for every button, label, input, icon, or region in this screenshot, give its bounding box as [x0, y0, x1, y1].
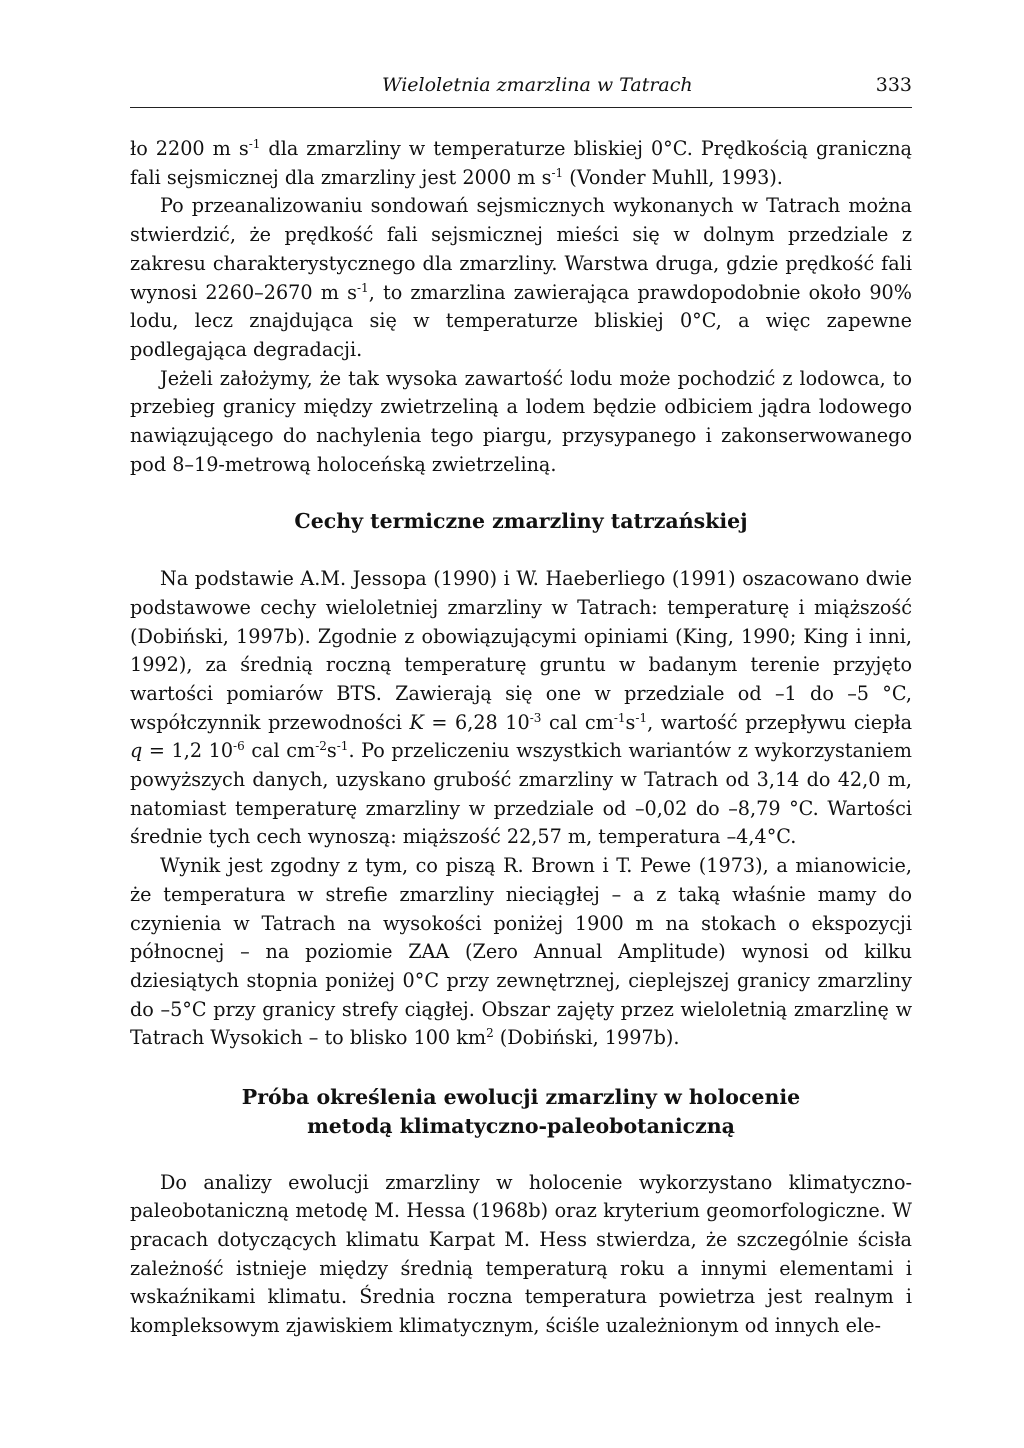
paragraph-ice-core: Jeżeli założymy, że tak wysoka zawartość lodu może pochodzić z lodowca, to przebieg granicy między zwietrzeliną a lodem będzie odbiciem jądra lodowego nawiązującego do nachylenia tego piargu, przysypanego i zakonserwowanego pod 8–19-metrową holoceńską zwietrzeliną.	[130, 366, 912, 476]
paragraph-hess-method: Do analizy ewolucji zmarzliny w holocenie wykorzystano klimatyczno-paleobotaniczną metodę M. Hessa (1968b) oraz kryterium geomorfologiczne. W pracach dotyczących klimatu Karpat M. Hess stwierdza, że szczególnie ścisła zależność istnieje między średnią temperaturą roku a innymi elementami i wskaźnikami klimatu. Średnia roczna temperatura powietrza jest realnym i kompleksowym zjawiskiem klimatycznym, ściśle uzależnionym od innych ele-	[130, 1170, 912, 1338]
paragraph-seismic-analysis: Po przeanalizowaniu sondowań sejsmicznych wykonanych w Tatrach można stwierdzić, że prędkość fali sejsmicznej mieści się w dolnym przedziale z zakresu charakterystycznego dla zmarzliny. Warstwa druga, gdzie prędkość fali wynosi 2260–2670 m $s^{-1}$, to zmarzlina zawierająca prawdopodobnie około 90% lodu, lecz znajdująca się w temperaturze bliskiej 0°C, a więc zapewne podlegająca degradacji.	[130, 194, 912, 361]
section-heading-evolution: Próba określenia ewolucji zmarzliny w holocenie metodą klimatyczno-paleobotaniczną	[241, 1085, 801, 1138]
paragraph-brown-pewe: Wynik jest zgodny z tym, co piszą R. Brown i T. Pewe (1973), a mianowicie, że temperatura w strefie zmarzliny nieciągłej – a z taką właśnie mamy do czynienia w Tatrach na wysokości poniżej 1900 m na stokach o ekspozycji północnej – na poziomie ZAA (Zero Annual Amplitude) wynosi od kilku dziesiątych stopnia poniżej 0°C przy zewnętrznej, cieplejszej granicy zmarzliny do –5°C przy granicy strefy ciągłej. Obszar zajęty przez wieloletnią zmarzlinę w Tatrach Wysokich – to blisko 100 $km^2$ (Dobiński, 1997b).	[130, 854, 912, 1050]
header-rule	[130, 107, 912, 108]
paragraph-seismic-velocity: ło 2200 m $s^{-1}$ dla zmarzliny w temperaturze bliskiej 0°C. Prędkością graniczną fali sejsmicznej dla zmarzliny jest 2000 m $s^{-1}$ (Vonder Muhll, 1993).	[130, 137, 912, 189]
running-title: Wieloletnia zmarzlina w Tatrach	[382, 74, 693, 96]
section-heading-thermal: Cechy termiczne zmarzliny tatrzańskiej	[294, 509, 748, 534]
page-number: 333	[875, 74, 912, 96]
page-header	[130, 74, 912, 104]
paragraph-thermal-properties: Na podstawie A.M. Jessopa (1990) i W. Haeberliego (1991) oszacowano dwie podstawowe cechy wieloletniej zmarzliny w Tatrach: temperaturę i miąższość (Dobiński, 1997b). Zgodnie z obowiązującymi opiniami (King, 1990; King i inni, 1992), za średnią roczną temperaturę gruntu w badanym terenie przyjęto wartości pomiarów BTS. Zawierają się one w przedziale od –1 do –5 °C, współczynnik przewodności K = 6,28 $10^{-3}$ cal $cm^{-1}s^{-1}$, wartość przepływu ciepła q = 1,2 $10^{-6}$ cal $cm^{-2}s^{-1}$. Po przeliczeniu wszystkich wariantów z wykorzystaniem powyższych danych, uzyskano grubość zmarzliny w Tatrach od 3,14 do 42,0 m, natomiast temperaturę zmarzliny w przedziale od –0,02 do –8,79 °C. Wartości średnie tych cech wynoszą: miąższość 22,57 m, temperatura –4,4°C.	[130, 567, 913, 849]
body-text	[130, 135, 912, 1341]
